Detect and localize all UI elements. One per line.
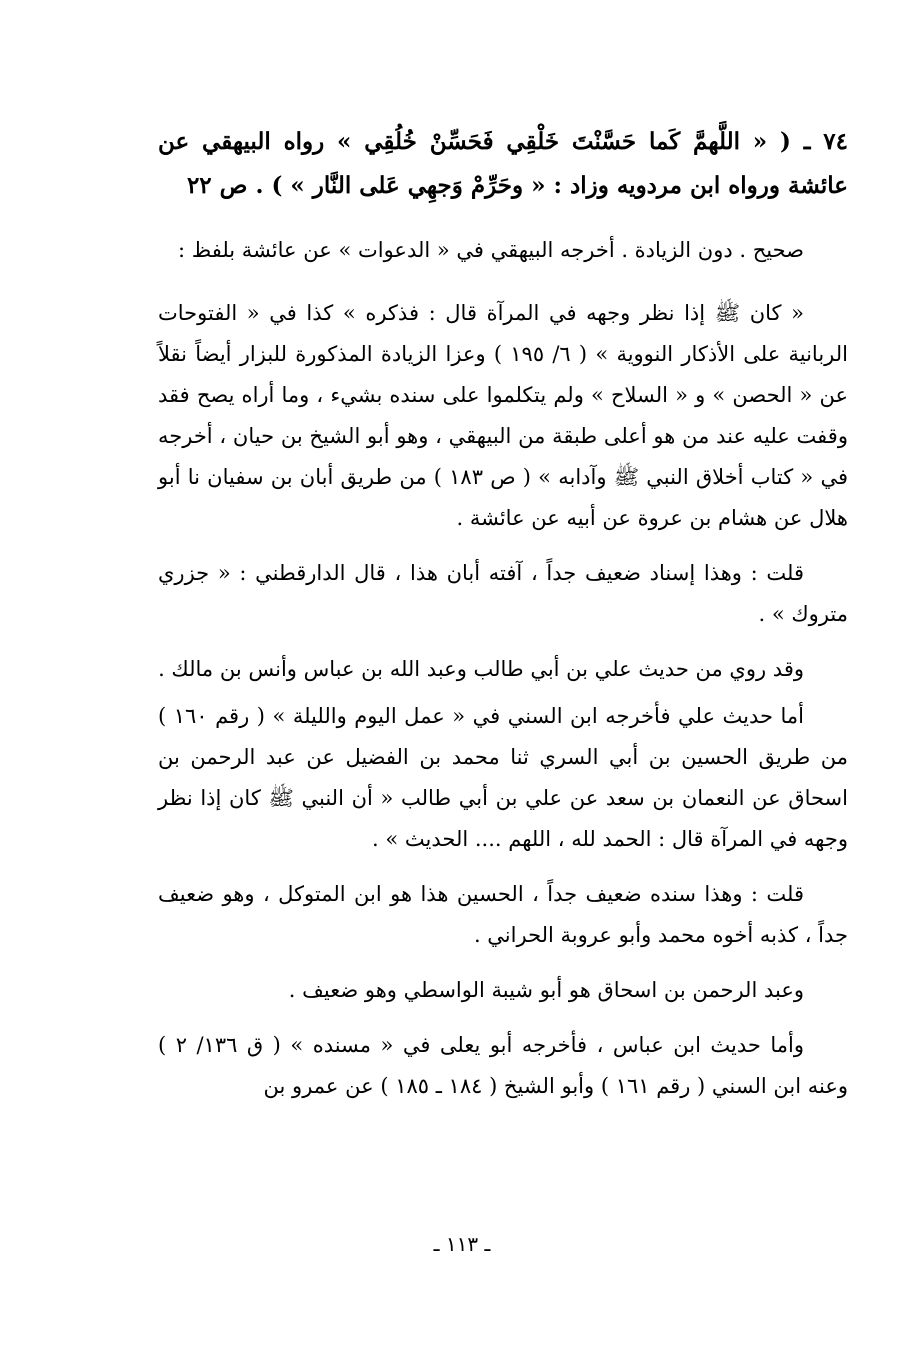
page-number: ـ ١١٣ ـ <box>433 1232 491 1256</box>
paragraph-other-narrations: وقد روي من حديث علي بن أبي طالب وعبد الله بن عباس وأنس بن مالك . <box>158 657 804 681</box>
paragraph-grading: صحيح . دون الزيادة . أخرجه البيهقي في « الدعوات » عن عائشة بلفظ : <box>178 238 804 262</box>
hadith-entry: ٧٤ ـ ( « اللَّهمَّ كَما حَسَّنْتَ خَلْقِي فَحَسِّنْ خُلُقِي » رواه البيهقي عن عائشة ورواه ابن مردويه وزاد : « وحَرِّمْ وَجهِي عَلى النَّار » ) . ص ٢٢ <box>158 128 848 199</box>
paragraph-comment-husayn: قلت : وهذا سنده ضعيف جداً ، الحسين هذا هو ابن المتوكل ، وهو ضعيف جداً ، كذبه أخوه محمد وأبو عروبة الحراني . <box>158 882 848 947</box>
paragraph-takhrij: « كان ﷺ إذا نظر وجهه في المرآة قال : فذكره » كذا في « الفتوحات الربانية على الأذكار النووية » ( ٦/ ١٩٥ ) وعزا الزيادة المذكورة للبزار أيضاً نقلاً عن « الحصن » و « السلاح » ولم يتكلموا على سنده بشيء ، وما أراه يصح فقد وقفت عليه عند من هو أعلى طبقة من البيهقي ، وهو أبو الشيخ بن حيان ، أخرجه في « كتاب أخلاق النبي ﷺ وآدابه » ( ص ١٨٣ ) من طريق أبان بن سفيان نا أبو هلال عن هشام بن عروة عن أبيه عن عائشة . <box>158 301 848 530</box>
paragraph-abu-shayba: وعبد الرحمن بن اسحاق هو أبو شيبة الواسطي وهو ضعيف . <box>288 978 804 1002</box>
page-body <box>158 120 848 1107</box>
paragraph-hadith-ibn-abbas: وأما حديث ابن عباس ، فأخرجه أبو يعلى في « مسنده » ( ق ١٣٦/ ٢ ) وعنه ابن السني ( رقم ١٦١ ) وأبو الشيخ ( ١٨٤ ـ ١٨٥ ) عن عمرو بن <box>158 1033 848 1098</box>
paragraph-comment-aban: قلت : وهذا إسناد ضعيف جداً ، آفته أبان هذا ، قال الدارقطني : « جزري متروك » . <box>158 561 848 626</box>
paragraph-hadith-ali: أما حديث علي فأخرجه ابن السني في « عمل اليوم والليلة » ( رقم ١٦٠ ) من طريق الحسين بن أبي السري ثنا محمد بن الفضيل عن عبد الرحمن بن اسحاق عن النعمان بن سعد عن علي بن أبي طالب « أن النبي ﷺ كان إذا نظر وجهه في المرآة قال : الحمد لله ، اللهم .... الحديث » . <box>158 704 848 851</box>
